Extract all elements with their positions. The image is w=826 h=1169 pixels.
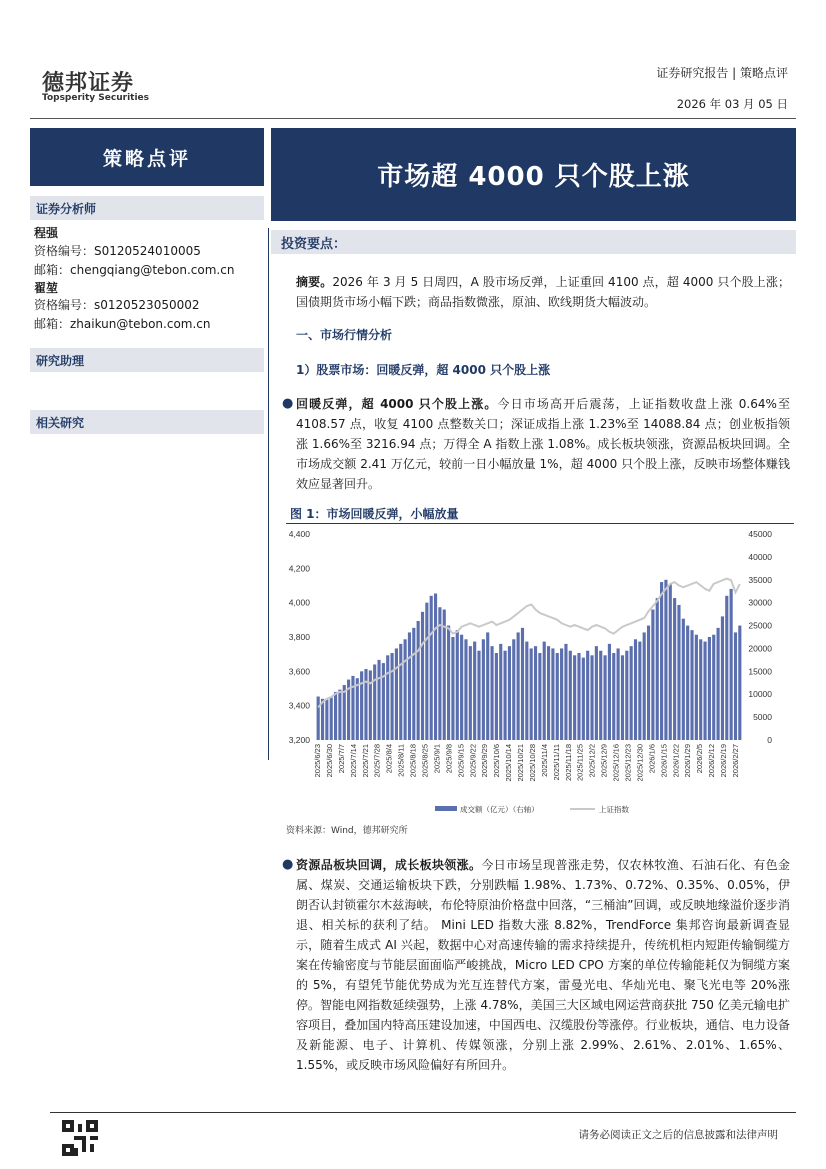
- volume-bar: [412, 628, 415, 740]
- volume-bar: [521, 628, 524, 740]
- x-axis-tick: 2025/12/16: [611, 744, 621, 782]
- volume-bar: [356, 678, 359, 740]
- volume-bar: [621, 655, 624, 740]
- right-axis-tick: 25000: [748, 620, 772, 631]
- x-axis-tick: 2025/9/29: [480, 744, 490, 778]
- volume-bar: [495, 653, 498, 740]
- volume-bar: [569, 651, 572, 740]
- x-axis-tick: 2025/12/23: [623, 744, 633, 782]
- x-axis-tick: 2025/6/23: [313, 744, 322, 778]
- x-axis-tick: 2026/2/27: [731, 744, 740, 778]
- volume-bar: [325, 700, 328, 740]
- volume-bar: [625, 651, 628, 740]
- left-axis-tick: 4,200: [288, 563, 310, 574]
- legend-label-volume: 成交额（亿元）（右轴）: [460, 805, 539, 814]
- summary-label: 摘要。: [296, 275, 333, 289]
- sector-rotation-paragraph: [296, 855, 790, 1075]
- volume-bar: [717, 628, 720, 740]
- x-axis-tick: 2025/10/6: [492, 744, 502, 778]
- volume-bar: [486, 632, 489, 740]
- volume-bar: [330, 697, 333, 740]
- report-type: 证券研究报告 | 策略点评: [656, 66, 788, 80]
- right-axis-tick: 0: [767, 735, 772, 745]
- x-axis-tick: 2026/2/19: [719, 744, 729, 778]
- x-axis-tick: 2026/1/22: [671, 744, 681, 778]
- chart-source: 资料来源：Wind，德邦研究所: [286, 826, 408, 836]
- x-axis-tick: 2025/11/18: [563, 744, 573, 781]
- volume-bar: [399, 644, 402, 740]
- paragraph-label: 回暖反弹，超 4000 只个股上涨。: [296, 397, 498, 411]
- volume-bar: [421, 612, 424, 740]
- volume-bar: [534, 646, 537, 740]
- x-axis-tick: 2026/1/6: [647, 744, 657, 774]
- volume-bar: [334, 692, 337, 740]
- volume-bar: [721, 616, 724, 740]
- volume-bar: [730, 589, 733, 740]
- analyst-email: 邮箱：zhaikun@tebon.com.cn: [34, 317, 211, 331]
- x-axis-tick: 2025/7/14: [348, 744, 358, 778]
- left-axis-tick: 4,000: [288, 597, 310, 608]
- right-axis-tick: 35000: [748, 574, 772, 585]
- left-axis-tick: 3,200: [288, 735, 310, 745]
- analyst-name: 程强: [34, 226, 59, 240]
- x-axis-tick: 2025/8/11: [396, 744, 406, 777]
- volume-bar: [404, 639, 407, 740]
- x-axis-tick: 2025/11/25: [575, 744, 585, 781]
- company-logo-text: 德邦证券: [42, 71, 135, 96]
- legend-label-index: 上证指数: [599, 805, 629, 814]
- volume-bar: [530, 648, 533, 740]
- volume-bar: [699, 639, 702, 740]
- volume-bar: [656, 598, 659, 740]
- legend-swatch-volume: [435, 806, 457, 811]
- volume-bar: [517, 632, 520, 740]
- market-rebound-paragraph: [296, 394, 790, 494]
- volume-bar: [499, 644, 502, 740]
- volume-bar: [734, 632, 737, 740]
- volume-bar: [612, 653, 615, 740]
- volume-bar: [677, 605, 680, 740]
- right-axis-tick: 45000: [748, 529, 772, 539]
- footer-divider: [50, 1112, 796, 1113]
- volume-bar: [686, 626, 689, 740]
- market-chart: [270, 524, 790, 820]
- volume-bar: [651, 610, 654, 740]
- volume-bar: [638, 642, 641, 740]
- x-axis-tick: 2025/6/30: [324, 744, 334, 778]
- shanghai-index-line: [318, 579, 740, 708]
- volume-bar: [386, 655, 389, 740]
- x-axis-tick: 2025/7/28: [372, 744, 382, 778]
- summary-paragraph: [296, 272, 790, 312]
- assistant-section-title: 研究助理: [30, 348, 264, 372]
- volume-bar: [512, 639, 515, 740]
- volume-bar: [391, 653, 394, 740]
- volume-bar: [564, 644, 567, 740]
- volume-bar: [425, 603, 428, 740]
- volume-bar: [343, 685, 346, 740]
- volume-bar: [447, 626, 450, 740]
- volume-bar: [551, 648, 554, 740]
- volume-bar: [443, 610, 446, 740]
- volume-bar: [508, 646, 511, 740]
- right-axis-tick: 40000: [748, 551, 772, 562]
- x-axis-tick: 2026/1/29: [683, 744, 693, 778]
- volume-bar: [338, 690, 341, 740]
- header-divider: [30, 118, 796, 119]
- volume-bar: [525, 642, 528, 740]
- legal-disclaimer: 请务必阅读正文之后的信息披露和法律声明: [578, 1129, 778, 1141]
- analyst-email: 邮箱：chengqiang@tebon.com.cn: [34, 263, 235, 277]
- volume-bar: [695, 635, 698, 740]
- subsection-heading: 1）股票市场：回暖反弹，超 4000 只个股上涨: [296, 363, 551, 377]
- volume-bar: [599, 651, 602, 740]
- x-axis-tick: 2025/8/25: [420, 744, 430, 778]
- x-axis-tick: 2025/7/21: [360, 744, 370, 778]
- company-logo-english: Topsperity Securities: [42, 93, 149, 103]
- volume-bar: [373, 664, 376, 740]
- x-axis-tick: 2025/12/30: [635, 744, 645, 782]
- volume-bar: [364, 669, 367, 740]
- volume-bar: [456, 630, 459, 740]
- x-axis-tick: 2025/12/9: [599, 744, 609, 778]
- volume-bar: [473, 642, 476, 740]
- volume-bar: [725, 596, 728, 740]
- volume-bar: [582, 658, 585, 740]
- volume-bar: [682, 619, 685, 740]
- volume-bar: [538, 653, 541, 740]
- summary-text: 2026 年 3 月 5 日周四，A 股市场反弹，上证重回 4100 点，超 4000 只个股上涨；国债期货市场小幅下跌；商品指数微涨，原油、欧线期货大幅波动。: [296, 275, 790, 309]
- volume-bar: [556, 653, 559, 740]
- volume-bar: [434, 594, 437, 740]
- volume-bar: [604, 655, 607, 740]
- volume-bar: [664, 580, 667, 740]
- x-axis-tick: 2025/9/15: [456, 744, 466, 778]
- volume-bar: [690, 630, 693, 740]
- volume-bar: [417, 621, 420, 740]
- analyst-name: 翟堃: [34, 281, 59, 295]
- x-axis-tick: 2026/1/15: [659, 744, 669, 778]
- x-axis-tick: 2025/12/2: [587, 744, 597, 778]
- paragraph-text: 今日市场呈现普涨走势，仅农林牧渔、石油石化、有色金属、煤炭、交通运输板块下跌，分别跌幅 1.98%、1.73%、0.72%、0.35%、0.05%，伊朗否认封锁霍尔木兹海峡，布伦特原油价格盘中回落，“三桶油”回调，或反映地缘溢价逐步消退、相关标的获利了结。 Mini LED 指数大涨 8.82%，TrendForce 集邦咨询最新调查显示，随着生成式 AI 兴起，数据中心对高速传输的需求持续提升，传统机柜内短距传输铜缆方案在传输密度与节能层面面临严峻挑战，Micro LED CPO 方案的单位传输能耗仅为铜缆方案的 5%，有望凭节能优势成为光互连替代方案，雷曼光电、华灿光电、聚飞光电等 20%涨停。智能电网指数延续强势，上涨 4.78%，美国三大区域电网运营商获批 750 亿美元输电扩容项目，叠加国内特高压建设加速，中国西电、汉缆股份等涨停。行业板块，通信、电力设备及新能源、电子、计算机、传媒领涨，分别上涨 2.99%、2.61%、2.01%、1.65%、1.55%，或反映市场风险偏好有所回升。: [296, 858, 790, 1072]
- paragraph-text: 今日市场高开后震荡，上证指数收盘上涨 0.64%至 4108.57 点，收复 4100 点整数关口；深证成指上涨 1.23%至 14088.84 点；创业板指领涨 1.66%至 3216.94 点；万得全 A 指数上涨 1.08%。成长板块领涨，资源品板块回调。全市场成交额 2.41 万亿元，较前一日小幅放量 1%，超 4000 只个股上涨，反映市场整体赚钱效应显著回升。: [296, 397, 790, 491]
- x-axis-tick: 2025/11/11: [551, 744, 561, 781]
- x-axis-tick: 2026/2/12: [707, 744, 717, 778]
- volume-bar: [504, 651, 507, 740]
- volume-bar: [464, 639, 467, 740]
- x-axis-tick: 2025/10/28: [528, 744, 537, 782]
- related-research-title: 相关研究: [30, 410, 264, 434]
- volume-bar: [460, 635, 463, 740]
- volume-bar: [573, 655, 576, 740]
- x-axis-tick: 2025/9/8: [444, 744, 454, 774]
- qr-code-icon: [62, 1120, 98, 1156]
- left-axis-tick: 3,600: [288, 666, 310, 677]
- volume-bar: [369, 670, 372, 740]
- volume-bar: [660, 582, 663, 740]
- volume-bar: [360, 671, 363, 740]
- analysts-section-title: 证券分析师: [30, 196, 264, 220]
- bullet-icon: ●: [282, 857, 294, 872]
- volume-bar: [590, 655, 593, 740]
- volume-bar: [560, 648, 563, 740]
- volume-bar: [617, 648, 620, 740]
- x-axis-tick: 2025/8/4: [384, 744, 394, 774]
- right-axis-tick: 5000: [753, 712, 772, 723]
- report-title: 市场超 4000 只个股上涨: [271, 128, 796, 221]
- column-divider: [268, 228, 269, 760]
- volume-bar: [317, 697, 320, 740]
- volume-bar: [408, 632, 411, 740]
- volume-bar: [630, 646, 633, 740]
- volume-bar: [543, 642, 546, 740]
- x-axis-tick: 2025/9/1: [432, 744, 442, 774]
- report-date: 2026 年 03 月 05 日: [676, 97, 788, 111]
- volume-bar: [647, 626, 650, 740]
- bullet-icon: ●: [282, 396, 294, 411]
- volume-bar: [634, 639, 637, 740]
- x-axis-tick: 2025/8/18: [408, 744, 418, 778]
- left-axis-tick: 4,400: [288, 529, 310, 539]
- volume-bar: [712, 635, 715, 740]
- right-axis-tick: 15000: [748, 666, 772, 677]
- volume-bar: [469, 646, 472, 740]
- volume-bar: [738, 626, 741, 740]
- volume-bar: [451, 637, 454, 740]
- right-axis-tick: 30000: [748, 597, 772, 608]
- left-axis-tick: 3,800: [288, 632, 310, 642]
- volume-bar: [673, 598, 676, 740]
- volume-bar: [608, 644, 611, 740]
- volume-bar: [669, 584, 672, 740]
- x-axis-tick: 2025/9/22: [468, 744, 478, 778]
- volume-bar: [430, 596, 433, 740]
- figure-title: 图 1：市场回暖反弹，小幅放量: [290, 507, 459, 521]
- volume-bar: [643, 632, 646, 740]
- right-axis-tick: 10000: [748, 689, 772, 700]
- x-axis-tick: 2025/7/7: [336, 744, 346, 774]
- volume-bar: [703, 642, 706, 740]
- volume-bar: [586, 651, 589, 740]
- left-axis-tick: 3,400: [288, 700, 310, 711]
- x-axis-tick: 2025/11/4: [539, 744, 549, 777]
- volume-bar: [708, 637, 711, 740]
- volume-bar: [490, 646, 493, 740]
- volume-bar: [482, 639, 485, 740]
- analyst-cert: 资格编号：S0120524010005: [34, 244, 201, 258]
- paragraph-label: 资源品板块回调，成长板块领涨。: [296, 858, 482, 872]
- volume-bar: [395, 648, 398, 740]
- volume-bar: [577, 653, 580, 740]
- x-axis-tick: 2025/10/14: [504, 744, 514, 782]
- x-axis-tick: 2025/10/21: [516, 744, 525, 782]
- volume-bar: [595, 646, 598, 740]
- analyst-cert: 资格编号：s0120523050002: [34, 298, 200, 312]
- investment-highlights-title: 投资要点：: [271, 230, 796, 254]
- x-axis-tick: 2026/2/5: [695, 744, 705, 774]
- volume-bar: [377, 660, 380, 740]
- right-axis-tick: 20000: [748, 643, 772, 654]
- report-category-banner: 策略点评: [30, 128, 264, 186]
- section-heading: 一、市场行情分析: [296, 328, 393, 342]
- volume-bar: [438, 607, 441, 740]
- volume-bar: [547, 646, 550, 740]
- volume-bar: [477, 651, 480, 740]
